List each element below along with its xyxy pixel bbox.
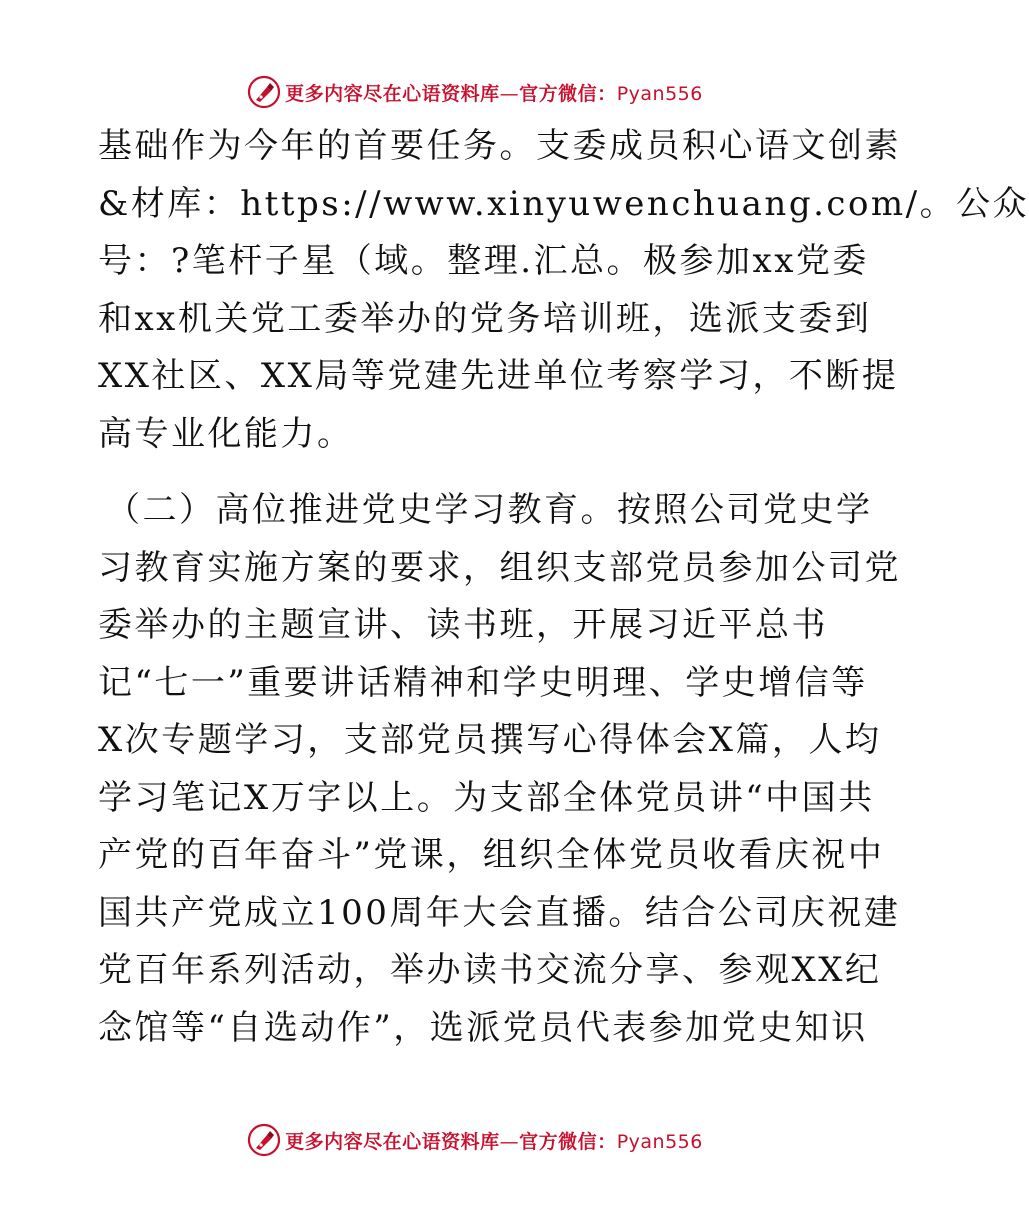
text-line: 国共产党成立100周年大会直播。结合公司庆祝建 [98, 892, 901, 933]
banner-separator: — [499, 1130, 520, 1153]
paragraph-gap [98, 463, 858, 482]
text-line: （二）高位推进党史学习教育。按照公司党史学 [106, 490, 873, 530]
banner-text [285, 1127, 703, 1154]
pen-nib-icon [247, 75, 281, 109]
document-body [98, 118, 1029, 1057]
paragraph-2 [98, 482, 901, 1057]
text-line: 基础作为今年的首要任务。支委成员积心语文创素 [98, 126, 901, 166]
banner-text [285, 79, 703, 106]
text-line: 党百年系列活动，举办读书交流分享、参观XX纪 [98, 950, 882, 990]
banner-brand-text: 更多内容尽在心语资料库 [285, 1130, 500, 1153]
text-line: 念馆等“自选动作”，选派党员代表参加党史知识 [98, 1007, 868, 1048]
text-line: 高专业化能力。 [98, 413, 354, 454]
text-line: 记“七一”重要讲话精神和学史明理、学史增信等 [98, 662, 868, 703]
text-line: 委举办的主题宣讲、读书班，开展习近平总书 [98, 605, 828, 645]
pen-nib-icon [247, 1123, 281, 1157]
text-line: 和xx机关党工委举办的党务培训班，选派支委到 [98, 298, 872, 339]
banner-channel-text: 官方微信： [519, 1130, 617, 1153]
banner-channel-text: 官方微信： [519, 82, 617, 105]
text-line: 产党的百年奋斗”党课，组织全体党员收看庆祝中 [98, 835, 885, 875]
text-line: X次专题学习，支部党员撰写心得体会X篇，人均 [98, 720, 882, 760]
header-banner [0, 72, 950, 112]
text-line: &材库：https://www.xinyuwenchuang.com/。公众 [98, 183, 1029, 224]
banner-separator: — [499, 82, 520, 105]
text-line: 习教育实施方案的要求，组织支部党员参加公司党 [98, 547, 901, 588]
text-line: 学习笔记X万字以上。为支部全体党员讲“中国共 [98, 777, 875, 818]
banner-handle: Pyan556 [616, 1130, 703, 1153]
footer-banner [0, 1120, 950, 1160]
text-line: 号：?笔杆子星（域。整理.汇总。极参加xx党委 [98, 241, 869, 281]
banner-brand-text: 更多内容尽在心语资料库 [285, 82, 500, 105]
text-line: XX社区、XX局等党建先进单位考察学习，不断提 [98, 356, 899, 396]
paragraph-1 [98, 118, 1029, 463]
banner-handle: Pyan556 [616, 82, 703, 105]
